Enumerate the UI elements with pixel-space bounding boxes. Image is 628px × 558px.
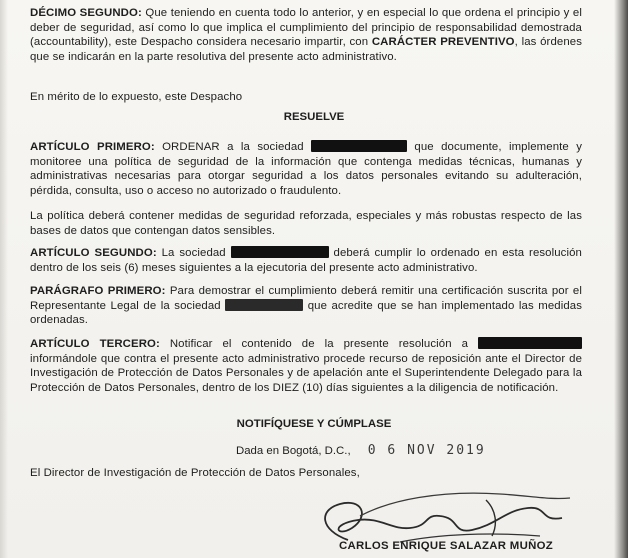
heading-articulo-tercero: ARTÍCULO TERCERO:	[30, 338, 160, 350]
dada-text: Dada en Bogotá, D.C.,	[236, 445, 351, 457]
redaction-block	[231, 246, 329, 258]
paragraph-decimo-segundo	[30, 6, 582, 64]
heading-decimo-segundo: DÉCIMO SEGUNDO:	[30, 7, 142, 19]
page-left-shadow	[0, 0, 8, 558]
text-decimo-segundo-c: , las órdenes que se indicarán en la parte resolutiva del presente acto administrativo.	[30, 36, 582, 63]
paragraph-politica: La política deberá contener medidas de seguridad reforzada, especiales y más robustas respecto de las bases de datos que contengan datos sensibles.	[30, 210, 582, 237]
caracter-preventivo: CARÁCTER PREVENTIVO	[371, 36, 515, 49]
merito-line: En mérito de lo expuesto, este Despacho	[30, 91, 243, 103]
text-paragrafo-primero-a: Para demostrar el cumplimiento deberá remitir una certificación suscrita por el Representante Legal de la sociedad	[30, 285, 582, 312]
resuelve-heading: RESUELVE	[283, 111, 345, 123]
notifiquese-heading: NOTIFÍQUESE Y CÚMPLASE	[236, 418, 392, 430]
text-articulo-segundo-a: La sociedad	[156, 247, 231, 259]
dada-line	[236, 443, 486, 458]
paragraph-paragrafo-primero	[30, 284, 582, 328]
signer-name: CARLOS ENRIQUE SALAZAR MUÑOZ	[339, 540, 554, 552]
redaction-block	[311, 140, 407, 152]
heading-articulo-segundo: ARTÍCULO SEGUNDO:	[30, 247, 157, 259]
paragraph-articulo-primero	[30, 140, 582, 198]
text-articulo-primero-b: que documente, implemente y monitoree una política de seguridad de la información que contenga medidas técnicas, humanas y administrativas necesarias para otorgar seguridad a los datos personales evitando su adulteración, pérdida, consulta, uso o acceso no autorizado o fraudulento.	[30, 141, 582, 197]
redaction-block	[478, 337, 582, 349]
text-articulo-segundo-b: deberá cumplir lo ordenado en esta resolución dentro de los seis (6) meses siguientes a la ejecutoria del presente acto administrativo.	[30, 247, 582, 274]
heading-paragrafo-primero: PARÁGRAFO PRIMERO:	[30, 285, 166, 297]
director-line: El Director de Investigación de Protección de Datos Personales,	[30, 467, 360, 479]
paragraph-articulo-tercero	[30, 337, 582, 395]
text-articulo-tercero-a: Notificar el contenido de la presente resolución a	[159, 338, 478, 350]
redaction-block	[225, 299, 303, 311]
page-right-shadow	[614, 0, 628, 558]
text-paragrafo-primero-b: que acredite que se han implementado las medidas ordenadas.	[30, 299, 582, 327]
text-articulo-tercero-b: informándole que contra el presente acto administrativo procede recurso de reposición ante el Director de Investigación de Protección de Datos Personales y de apelación ante el Superintendente Delegado para la Protección de Datos Personales, dentro de los DIEZ (10) días siguientes a la diligencia de notificación.	[30, 352, 582, 394]
text-articulo-primero-a: ORDENAR a la sociedad	[154, 141, 312, 153]
date-stamp: 0 6 NOV 2019	[367, 443, 486, 458]
text-decimo-segundo-a: Que teniendo en cuenta todo lo anterior, y en especial lo que ordena el principio y el deber de seguridad, así como lo que implica el cumplimiento del principio de responsabilidad demostrada (accountability), este Despacho considera necesario impartir, con	[30, 7, 582, 49]
paragraph-articulo-segundo	[30, 246, 582, 275]
heading-articulo-primero: ARTÍCULO PRIMERO:	[30, 141, 155, 153]
